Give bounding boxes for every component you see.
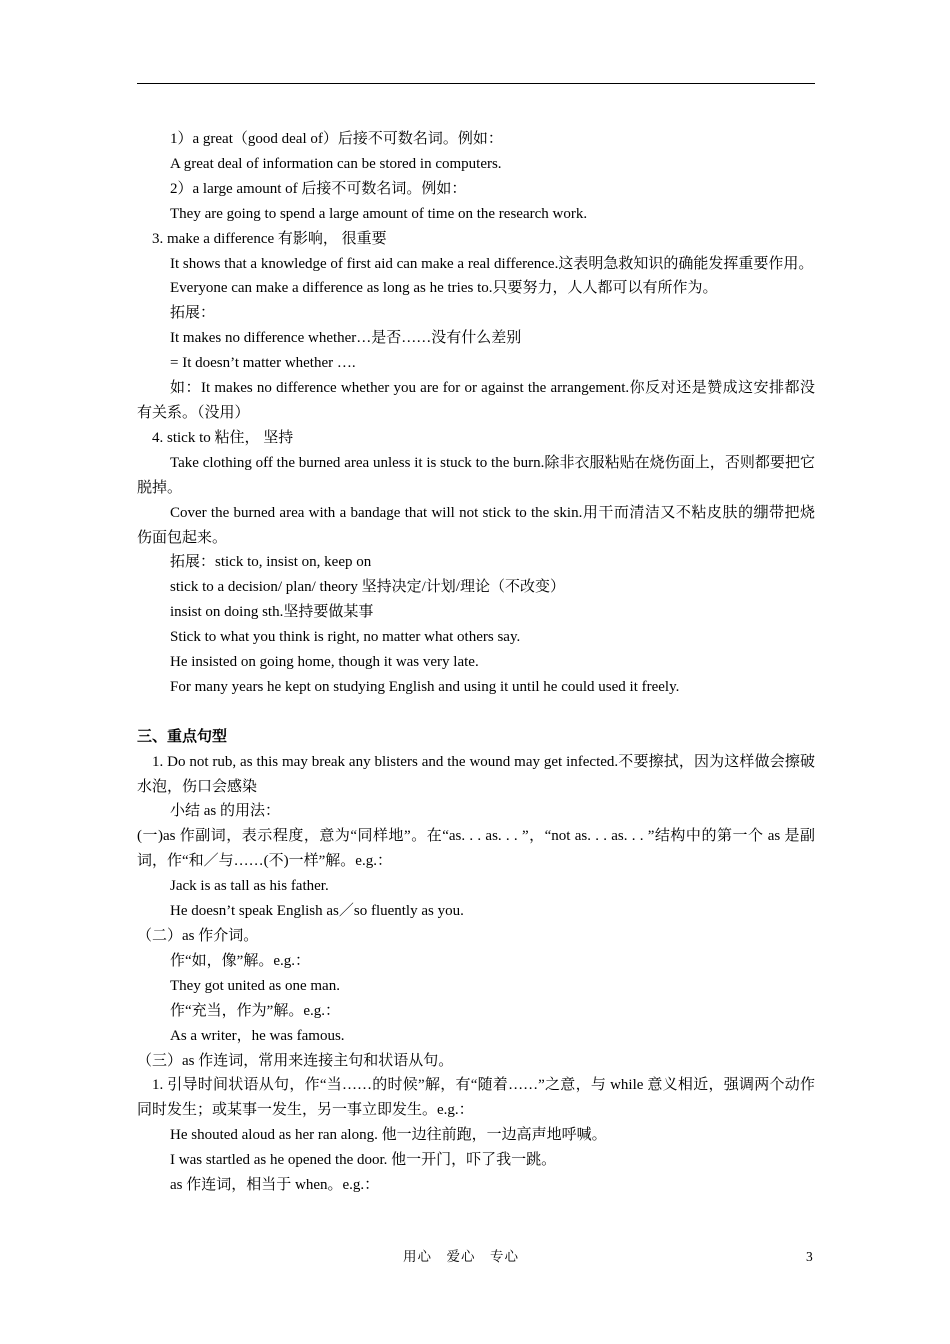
example-sentence: For many years he kept on studying English and using it until he could used it freely. <box>170 678 680 695</box>
example-sentence: Take clothing off the burned area unless it is stuck to the burn.除非衣服粘贴在烧伤面上，否则都要把它脱掉。 <box>137 454 815 496</box>
text-line: （三）as 作连词，常用来连接主句和状语从句。 <box>137 1052 454 1069</box>
text-line: It makes no difference whether…是否……没有什么差别 <box>170 330 522 347</box>
example-sentence: He doesn’t speak English as／so fluently as you. <box>170 903 464 920</box>
example-sentence: I was startled as he opened the door. 他一开门，吓了我一跳。 <box>170 1152 557 1169</box>
text-line: 拓展： <box>170 305 216 322</box>
example-sentence: They got united as one man. <box>170 977 340 994</box>
example-sentence: They are going to spend a large amount of time on the research work. <box>170 205 588 222</box>
example-sentence: Stick to what you think is right, no matter what others say. <box>170 629 521 646</box>
example-sentence: Cover the burned area with a bandage that will not stick to the skin.用干而清洁又不粘皮肤的绷带把烧伤面包起来。 <box>137 504 815 546</box>
numbered-item: 1. 引导时间状语从句，作“当……的时候”解，有“随着……”之意，与 while 意义相近，强调两个动作同时发生；或某事一发生，另一事立即发生。e.g.： <box>137 1077 815 1119</box>
header-rule <box>137 83 815 84</box>
text-line: as 作连词，相当于 when。e.g.： <box>170 1177 380 1194</box>
example-sentence: As a writer，he was famous. <box>170 1027 345 1044</box>
text-line: insist on doing sth.坚持要做某事 <box>170 604 374 621</box>
text-line: 2）a large amount of 后接不可数名词。例如： <box>170 180 467 197</box>
example-sentence: He shouted aloud as her ran along. 他一边往前跑，一边高声地呼喊。 <box>170 1127 607 1144</box>
text-line: (一)as 作副词，表示程度，意为“同样地”。在“as. . . as. . . ”，“not as. . . as. . . ”结构中的第一个 as 是副词，作“和／与……(不)一样”解。e.g.： <box>137 828 815 870</box>
text-line: 1）a great（good deal of）后接不可数名词。例如： <box>170 131 503 147</box>
example-sentence: Everyone can make a difference as long as he tries to.只要努力，人人都可以有所作为。 <box>170 280 718 297</box>
text-line: = It doesn’t matter whether …. <box>170 355 356 372</box>
blank-line <box>137 700 815 725</box>
text-line: 拓展：stick to, insist on, keep on <box>170 554 372 571</box>
example-sentence: It shows that a knowledge of first aid can make a real difference.这表明急救知识的确能发挥重要作用。 <box>170 255 814 272</box>
numbered-item: 3. make a difference 有影响， 很重要 <box>152 230 387 247</box>
text-line: 作“如，像”解。e.g.： <box>170 952 310 969</box>
footer-slogan: 用心 爱心 专心 <box>403 1249 519 1264</box>
example-sentence: A great deal of information can be stored in computers. <box>170 155 502 172</box>
example-sentence: 如：It makes no difference whether you are for or against the arrangement.你反对还是赞成这安排都没有关系。（没用） <box>137 380 815 421</box>
text-line: stick to a decision/ plan/ theory 坚持决定/计划/理论（不改变） <box>170 579 565 596</box>
numbered-item: 1. Do not rub, as this may break any blisters and the wound may get infected.不要擦拭，因为这样做会擦破水泡，伤口会感染 <box>137 753 815 795</box>
text-line: 作“充当，作为”解。e.g.： <box>170 1002 340 1019</box>
numbered-item: 4. stick to 粘住， 坚持 <box>152 429 294 446</box>
text-line: 小结 as 的用法： <box>170 803 280 820</box>
section-heading: 三、重点句型 <box>137 728 228 745</box>
text-line: （二）as 作介词。 <box>137 927 259 944</box>
example-sentence: He insisted on going home, though it was very late. <box>170 654 479 671</box>
document-body <box>137 127 815 1198</box>
page-number: 3 <box>806 1249 813 1264</box>
example-sentence: Jack is as tall as his father. <box>170 878 329 895</box>
